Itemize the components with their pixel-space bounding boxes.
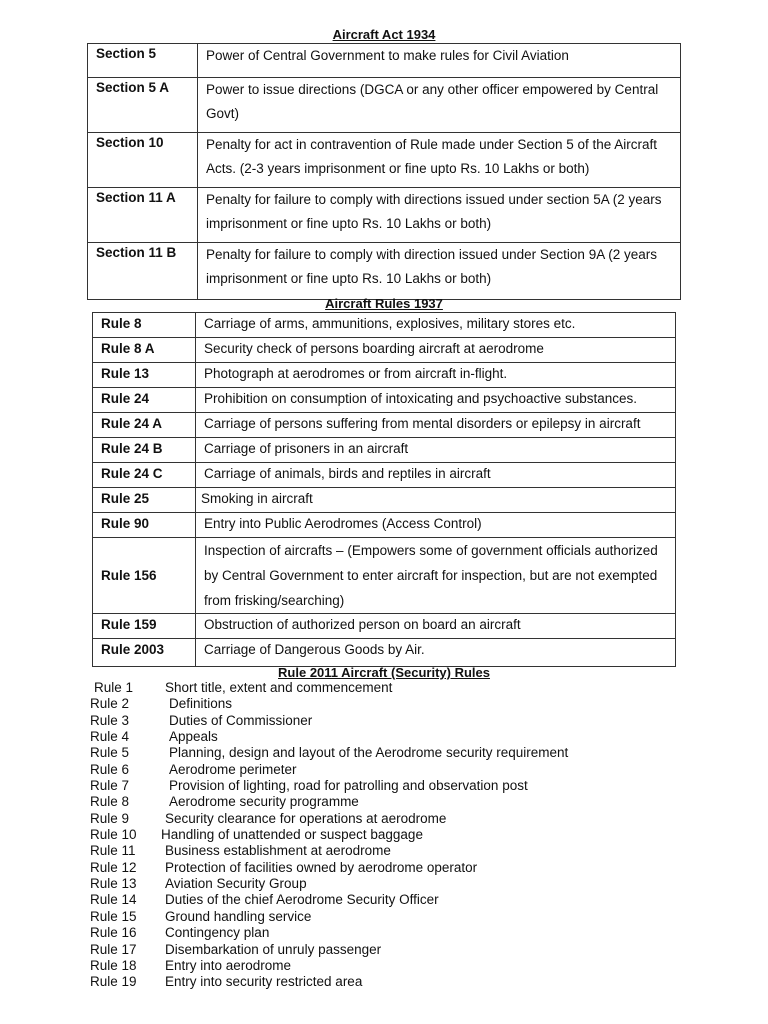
table-row bbox=[93, 438, 676, 463]
table-row bbox=[88, 188, 681, 243]
list-item bbox=[0, 843, 768, 859]
rule-number: Rule 7 bbox=[90, 778, 130, 794]
security-rules-list bbox=[0, 680, 768, 991]
rule-number: Rule 15 bbox=[90, 908, 137, 924]
aircraft-rules-1937-table bbox=[92, 312, 676, 667]
list-item bbox=[0, 974, 768, 990]
description-cell: Carriage of persons suffering from mental disorders or epilepsy in aircraft bbox=[196, 413, 676, 438]
rule-title: Planning, design and layout of the Aerodrome security requirement bbox=[169, 745, 569, 761]
rule-number: Rule 3 bbox=[90, 712, 130, 728]
list-item bbox=[0, 909, 768, 925]
rule-title: Duties of Commissioner bbox=[169, 712, 313, 728]
table-row bbox=[88, 133, 681, 188]
list-item bbox=[0, 713, 768, 729]
rule-title: Aerodrome perimeter bbox=[169, 761, 297, 777]
section-cell: Section 5 bbox=[88, 44, 198, 78]
description-cell: Carriage of Dangerous Goods by Air. bbox=[196, 639, 676, 667]
description-cell: Penalty for failure to comply with direction issued under Section 9A (2 years imprisonment or fine upto Rs. 10 Lakhs or both) bbox=[198, 243, 681, 300]
description-cell: Inspection of aircrafts – (Empowers some of government officials authorized by Central Government to enter aircraft for inspection, but are not exempted from frisking/searching) bbox=[196, 538, 676, 614]
list-item bbox=[0, 860, 768, 876]
list-item bbox=[0, 729, 768, 745]
security-rules-2011-heading: Rule 2011 Aircraft (Security) Rules bbox=[278, 665, 490, 680]
aircraft-act-heading: Aircraft Act 1934 bbox=[332, 27, 436, 42]
description-cell: Power to issue directions (DGCA or any other officer empowered by Central Govt) bbox=[198, 78, 681, 133]
description-cell: Carriage of arms, ammunitions, explosives, military stores etc. bbox=[196, 313, 676, 338]
rule-title: Security clearance for operations at aerodrome bbox=[165, 810, 447, 826]
description-cell: Smoking in aircraft bbox=[196, 488, 676, 513]
rule-number: Rule 19 bbox=[90, 974, 137, 990]
list-item bbox=[0, 876, 768, 892]
rule-title: Entry into aerodrome bbox=[165, 957, 292, 973]
rule-title: Entry into security restricted area bbox=[165, 974, 363, 990]
rule-cell: Rule 159 bbox=[93, 614, 196, 639]
table-row bbox=[88, 243, 681, 300]
list-item bbox=[0, 958, 768, 974]
rule-number: Rule 5 bbox=[90, 745, 130, 761]
table-row bbox=[93, 413, 676, 438]
list-item bbox=[0, 762, 768, 778]
description-cell: Entry into Public Aerodromes (Access Control) bbox=[196, 513, 676, 538]
rule-number: Rule 10 bbox=[90, 827, 137, 843]
table-row bbox=[88, 78, 681, 133]
description-cell: Carriage of animals, birds and reptiles in aircraft bbox=[196, 463, 676, 488]
description-cell: Photograph at aerodromes or from aircraft in-flight. bbox=[196, 363, 676, 388]
table-row bbox=[88, 44, 681, 78]
rule-title: Ground handling service bbox=[165, 908, 312, 924]
rule-cell: Rule 13 bbox=[93, 363, 196, 388]
aircraft-rules-1937-heading: Aircraft Rules 1937 bbox=[325, 296, 443, 311]
list-item bbox=[0, 827, 768, 843]
rule-number: Rule 16 bbox=[90, 925, 137, 941]
rule-title: Protection of facilities owned by aerodrome operator bbox=[165, 859, 478, 875]
list-item bbox=[0, 745, 768, 761]
description-cell: Penalty for failure to comply with directions issued under section 5A (2 years imprisonment or fine upto Rs. 10 Lakhs or both) bbox=[198, 188, 681, 243]
rule-title: Appeals bbox=[169, 729, 218, 745]
list-item bbox=[0, 811, 768, 827]
rule-number: Rule 1 bbox=[94, 680, 134, 695]
table-row bbox=[93, 313, 676, 338]
table-row bbox=[93, 488, 676, 513]
rule-cell: Rule 24 C bbox=[93, 463, 196, 488]
rule-cell: Rule 8 A bbox=[93, 338, 196, 363]
rule-number: Rule 12 bbox=[90, 859, 137, 875]
table-row bbox=[93, 338, 676, 363]
list-item bbox=[0, 680, 768, 696]
rule-cell: Rule 24 A bbox=[93, 413, 196, 438]
rule-title: Handling of unattended or suspect baggage bbox=[161, 827, 423, 843]
list-item bbox=[0, 778, 768, 794]
list-item bbox=[0, 696, 768, 712]
table-row bbox=[93, 538, 676, 614]
rule-title: Definitions bbox=[169, 696, 233, 712]
rule-cell: Rule 24 bbox=[93, 388, 196, 413]
description-cell: Obstruction of authorized person on board an aircraft bbox=[196, 614, 676, 639]
rule-title: Disembarkation of unruly passenger bbox=[165, 941, 382, 957]
section-cell: Section 5 A bbox=[88, 78, 198, 133]
section-cell: Section 11 A bbox=[88, 188, 198, 243]
section-cell: Section 11 B bbox=[88, 243, 198, 300]
table-row bbox=[93, 463, 676, 488]
table-row bbox=[93, 363, 676, 388]
rule-number: Rule 9 bbox=[90, 810, 130, 826]
section-cell: Section 10 bbox=[88, 133, 198, 188]
rule-number: Rule 11 bbox=[90, 843, 136, 859]
description-cell: Penalty for act in contravention of Rule made under Section 5 of the Aircraft Acts. (2-3 years imprisonment or fine upto Rs. 10 Lakhs or both) bbox=[198, 133, 681, 188]
rule-number: Rule 4 bbox=[90, 729, 130, 745]
table-row bbox=[93, 639, 676, 667]
rule-title: Duties of the chief Aerodrome Security Officer bbox=[165, 892, 439, 908]
list-item bbox=[0, 925, 768, 941]
rule-number: Rule 14 bbox=[90, 892, 137, 908]
rule-title: Business establishment at aerodrome bbox=[165, 843, 391, 859]
table-row bbox=[93, 513, 676, 538]
list-item bbox=[0, 892, 768, 908]
rule-number: Rule 17 bbox=[90, 941, 137, 957]
rule-cell: Rule 156 bbox=[93, 538, 196, 614]
rule-title: Short title, extent and commencement bbox=[165, 680, 393, 695]
rule-cell: Rule 24 B bbox=[93, 438, 196, 463]
rule-title: Aerodrome security programme bbox=[169, 794, 359, 810]
rule-title: Aviation Security Group bbox=[165, 876, 307, 892]
rule-number: Rule 8 bbox=[90, 794, 130, 810]
rule-number: Rule 6 bbox=[90, 761, 130, 777]
rule-cell: Rule 8 bbox=[93, 313, 196, 338]
aircraft-act-table bbox=[87, 43, 681, 300]
rule-number: Rule 13 bbox=[90, 876, 137, 892]
description-cell: Carriage of prisoners in an aircraft bbox=[196, 438, 676, 463]
rule-title: Contingency plan bbox=[165, 925, 270, 941]
table-row bbox=[93, 388, 676, 413]
rule-number: Rule 2 bbox=[90, 696, 130, 712]
description-cell: Power of Central Government to make rules for Civil Aviation bbox=[198, 44, 681, 78]
list-item bbox=[0, 794, 768, 810]
table-row bbox=[93, 614, 676, 639]
rule-number: Rule 18 bbox=[90, 957, 137, 973]
rule-cell: Rule 90 bbox=[93, 513, 196, 538]
description-cell: Prohibition on consumption of intoxicating and psychoactive substances. bbox=[196, 388, 676, 413]
rule-cell: Rule 2003 bbox=[93, 639, 196, 667]
list-item bbox=[0, 942, 768, 958]
rule-cell: Rule 25 bbox=[93, 488, 196, 513]
rule-title: Provision of lighting, road for patrolling and observation post bbox=[169, 778, 528, 794]
description-cell: Security check of persons boarding aircraft at aerodrome bbox=[196, 338, 676, 363]
